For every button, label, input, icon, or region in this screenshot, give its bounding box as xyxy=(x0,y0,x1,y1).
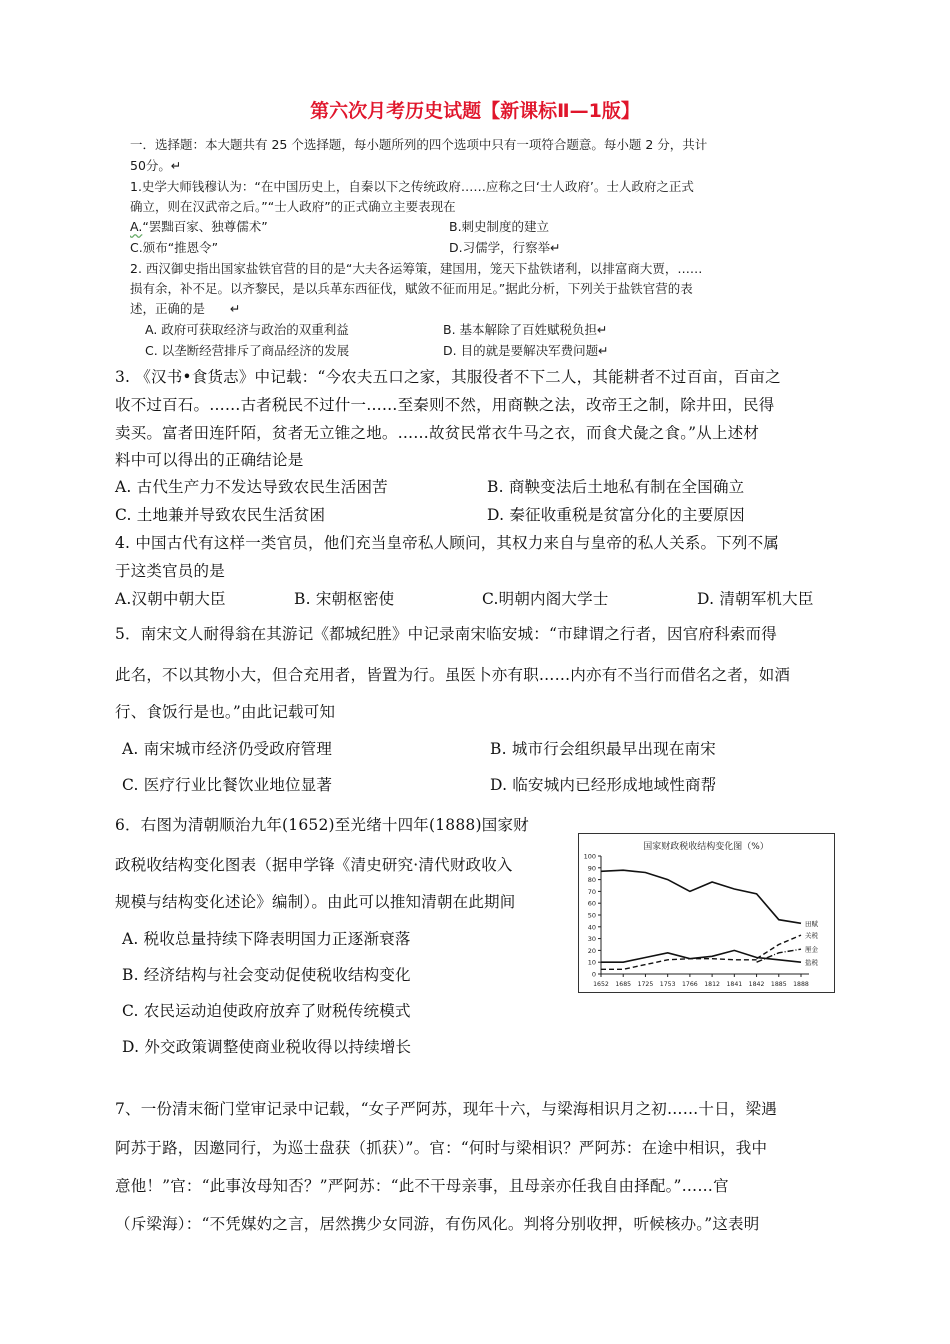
y-tick-label: 80 xyxy=(587,876,596,885)
section-intro-line-1: 一．选择题：本大题共有 25 个选择题，每小题所列的四个选项中只有一项符合题意。每小题 2 分，共计 xyxy=(130,137,708,152)
q3-stem-line-4: 料中可以得出的正确结论是 xyxy=(115,451,304,469)
q3-option-b: B. 商鞅变法后土地私有制在全国确立 xyxy=(487,478,745,496)
q3-stem-line-3: 卖买。富者田连阡陌，贫者无立锥之地。……故贫民常衣牛马之衣，而食犬彘之食。”从上述材 xyxy=(115,424,760,442)
q6-option-a: A. 税收总量持续下降表明国力正逐渐衰落 xyxy=(122,930,411,948)
q3-option-d: D. 秦征收重税是贫富分化的主要原因 xyxy=(487,506,745,524)
series-line-田赋 xyxy=(601,870,801,923)
y-tick-label: 60 xyxy=(587,899,596,908)
x-tick-label: 1685 xyxy=(615,981,632,988)
q2-option-d: D. 目的就是要解决军费问题↵ xyxy=(443,343,609,358)
q1-stem-line-2: 确立，则在汉武帝之后。”“士人政府”的正式确立主要表现在 xyxy=(130,199,456,214)
q1-option-c: C.颁布“推恩令” xyxy=(130,240,219,255)
x-tick-label: 1725 xyxy=(637,981,654,988)
x-tick-label: 1652 xyxy=(593,981,609,988)
q5-option-a: A. 南宋城市经济仍受政府管理 xyxy=(122,740,333,758)
q7-stem-line-2: 阿苏于路，因邀同行，为巡士盘获（抓获）”。官：“何时与梁相识？严阿苏：在途中相识，我中 xyxy=(115,1139,768,1157)
q4-stem-line-2: 于这类官员的是 xyxy=(115,562,225,580)
q7-stem-line-4: （斥梁海）：“不凭媒妁之言，居然携少女同游，有伤风化。判将分别收押，听候核办。”这表明 xyxy=(115,1215,760,1233)
tax-structure-chart xyxy=(578,833,835,993)
q1-option-b: B.刺史制度的建立 xyxy=(449,219,550,234)
y-tick-label: 20 xyxy=(587,946,596,955)
x-tick-label: 1888 xyxy=(793,981,809,988)
x-tick-label: 1753 xyxy=(659,981,676,988)
section-intro-line-2: 50分。↵ xyxy=(130,158,182,173)
q5-stem-line-1: 5．南宋文人耐得翁在其游记《都城纪胜》中记录南宋临安城：“市肆谓之行者，因官府科索而得 xyxy=(115,625,777,643)
x-tick-label: 1812 xyxy=(704,981,720,988)
q4-option-b: B. 宋朝枢密使 xyxy=(294,590,395,608)
q1-option-a-body: “罢黜百家、独尊儒术” xyxy=(142,219,268,234)
series-label: 田赋 xyxy=(805,919,818,928)
q1-option-d: D.习儒学，行察举↵ xyxy=(449,240,561,255)
q4-option-a: A.汉朝中朝大臣 xyxy=(115,590,226,608)
q6-stem-line-3: 规模与结构变化述论》编制）。由此可以推知清朝在此期间 xyxy=(115,893,516,911)
q5-option-c: C. 医疗行业比餐饮业地位显著 xyxy=(122,776,333,794)
q3-option-a: A. 古代生产力不发达导致农民生活困苦 xyxy=(115,478,388,496)
y-tick-label: 10 xyxy=(587,958,596,967)
q2-option-b: B. 基本解除了百姓赋税负担↵ xyxy=(443,322,608,337)
q5-stem-line-3: 行、食饭行是也。”由此记载可知 xyxy=(115,703,336,721)
q4-option-d: D. 清朝军机大臣 xyxy=(697,590,814,608)
q1-option-a-prefix: A. xyxy=(130,219,143,234)
q3-stem-line-1: 3. 《汉书•食货志》中记载：“今农夫五口之家，其服役者不下二人，其能耕者不过百亩，百亩之 xyxy=(115,368,781,386)
q2-stem-line-2: 损有余，补不足。以齐黎民，是以兵革东西征伐，赋敛不征而用足。”据此分析，下列关于盐铁官营的表 xyxy=(130,281,693,296)
q5-option-b: B. 城市行会组织最早出现在南宋 xyxy=(490,740,716,758)
q7-stem-line-1: 7、一份清末衙门堂审记录中记载，“女子严阿苏，现年十六，与梁海相识月之初……十日，梁遇 xyxy=(115,1100,777,1118)
tax-structure-chart-svg xyxy=(579,834,834,992)
x-tick-label: 1885 xyxy=(770,981,787,988)
q5-stem-line-2: 此名，不以其物小大，但合充用者，皆置为行。虽医卜亦有职……内亦有不当行而借名之者，如酒 xyxy=(115,666,791,684)
x-tick-label: 1766 xyxy=(682,981,698,988)
q4-stem-line-1: 4. 中国古代有这样一类官员，他们充当皇帝私人顾问，其权力来自与皇帝的私人关系。下列不属 xyxy=(115,534,780,552)
q6-option-c: C. 农民运动迫使政府放弃了财税传统模式 xyxy=(122,1002,411,1020)
q2-stem-line-3: 述，正确的是 ↵ xyxy=(130,301,241,316)
chart-title: 国家财政税收结构变化图（%） xyxy=(643,842,769,852)
series-label: 关税 xyxy=(805,931,818,940)
y-tick-label: 50 xyxy=(587,911,596,920)
series-line-unlabeled-4 xyxy=(601,959,757,970)
q2-stem-line-1: 2. 西汉御史指出国家盐铁官营的目的是“大夫各运筹策，建国用，笼天下盐铁诸利，以排富商大贾，…… xyxy=(130,261,703,276)
y-tick-label: 40 xyxy=(587,923,596,932)
y-tick-label: 100 xyxy=(583,852,596,861)
q2-option-c: C. 以垄断经营排斥了商品经济的发展 xyxy=(145,343,350,358)
q4-option-c: C.明朝内阁大学士 xyxy=(482,590,609,608)
q6-stem-line-2: 政税收结构变化图表（据申学锋《清史研究·清代财政收入 xyxy=(115,856,513,874)
q2-option-a: A. 政府可获取经济与政治的双重利益 xyxy=(145,322,349,337)
y-tick-label: 0 xyxy=(591,970,596,979)
q3-option-c: C. 土地兼并导致农民生活贫困 xyxy=(115,506,326,524)
series-label: 厘金 xyxy=(805,945,818,954)
series-line-关税 xyxy=(757,935,801,959)
y-tick-label: 30 xyxy=(587,935,596,944)
x-tick-label: 1842 xyxy=(748,981,765,988)
page-title: 第六次月考历史试题【新课标Ⅱ—1版】 xyxy=(310,100,640,122)
y-tick-label: 70 xyxy=(587,887,596,896)
q3-stem-line-2: 收不过百石。……古者税民不过什一……至秦则不然，用商鞅之法，改帝王之制，除井田，民得 xyxy=(115,396,775,414)
x-tick-label: 1841 xyxy=(726,981,743,988)
series-label: 盐税 xyxy=(805,958,818,967)
q6-option-d: D. 外交政策调整使商业税收得以持续增长 xyxy=(122,1038,412,1056)
q6-stem-line-1: 6．右图为清朝顺治九年(1652)至光绪十四年(1888)国家财 xyxy=(115,816,529,834)
q5-option-d: D. 临安城内已经形成地域性商帮 xyxy=(490,776,717,794)
y-tick-label: 90 xyxy=(587,864,596,873)
q1-stem-line-1: 1.史学大师钱穆认为：“在中国历史上，自秦以下之传统政府……应称之曰‘士人政府’。士人政府之正式 xyxy=(130,179,694,194)
q6-option-b: B. 经济结构与社会变动促使税收结构变化 xyxy=(122,966,411,984)
q1-option-a xyxy=(130,217,268,235)
q7-stem-line-3: 意他！”官：“此事汝母知否？”严阿苏：“此不干母亲事，且母亲亦任我自由择配。”……官 xyxy=(115,1177,729,1195)
